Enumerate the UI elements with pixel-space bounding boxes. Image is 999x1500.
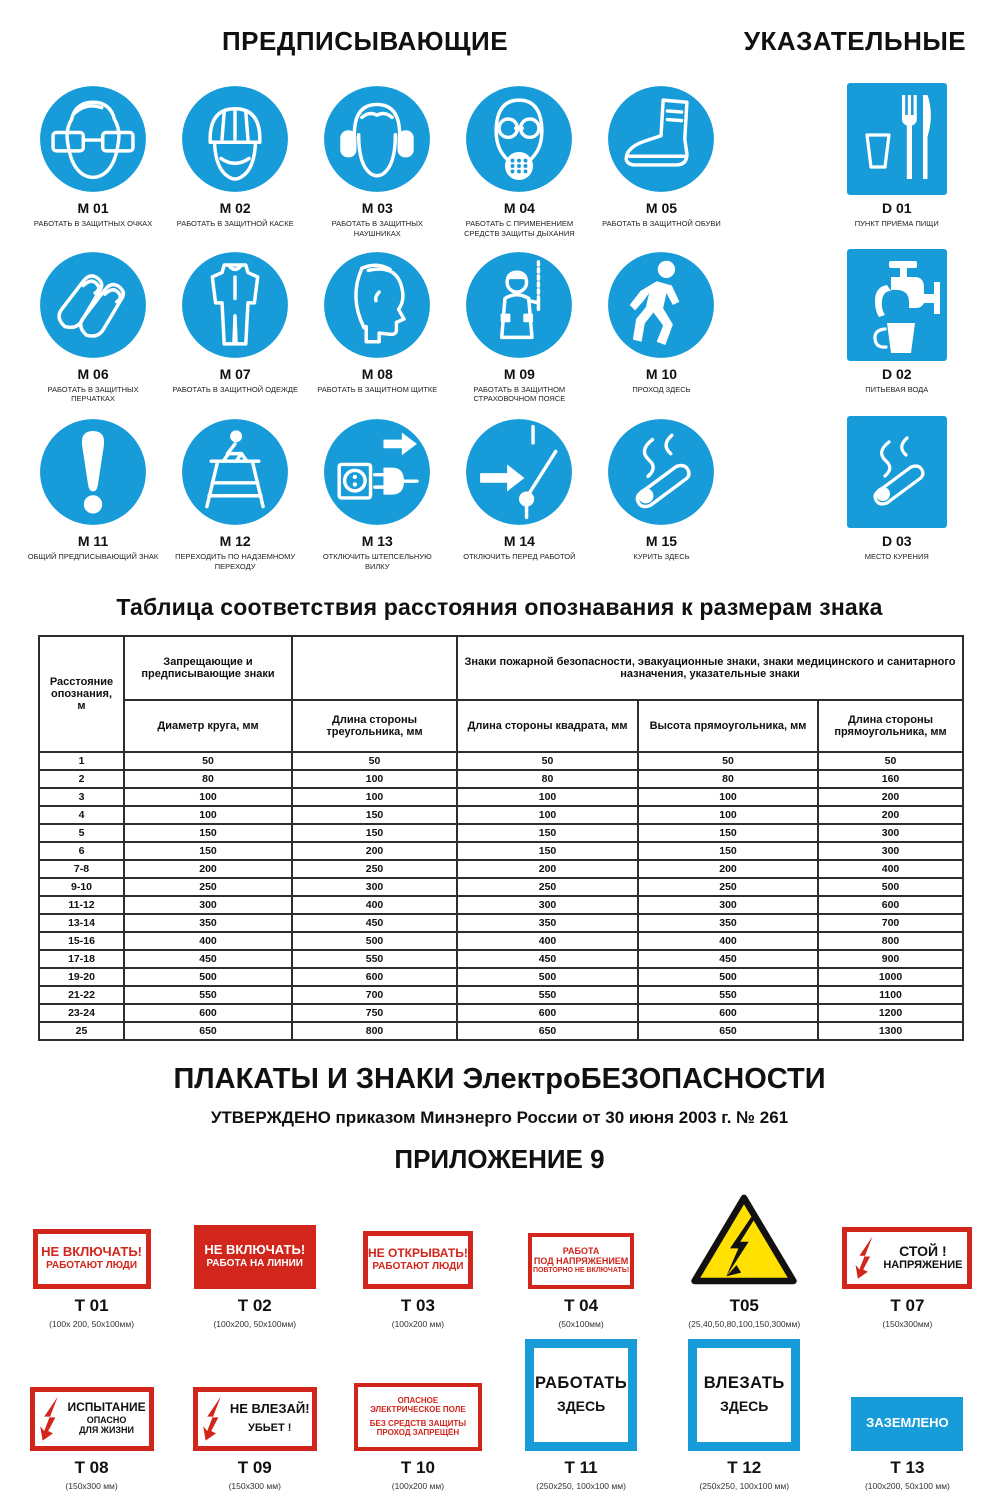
plate-t07	[826, 1187, 989, 1329]
distance-cell: 25	[39, 1022, 124, 1040]
signs-row-2	[0, 249, 999, 405]
grounded-plate	[851, 1397, 963, 1451]
size-cell: 400	[124, 932, 292, 950]
table-row	[39, 986, 963, 1004]
plate-code: Т 12	[727, 1457, 762, 1477]
size-cell: 700	[818, 914, 963, 932]
sign-code: M 03	[361, 200, 393, 216]
size-cell: 300	[818, 842, 963, 860]
size-cell: 450	[457, 950, 638, 968]
size-cell: 500	[457, 968, 638, 986]
sign-caption: ПИТЬЕВАЯ ВОДА	[865, 384, 929, 394]
plate-line: НЕ ОТКРЫВАТЬ!	[367, 1245, 468, 1260]
do-not-switch-on-line-plate	[194, 1225, 316, 1289]
plate-size: (50х100мм)	[558, 1318, 604, 1329]
plate-line: РАБОТАЮТ ЛЮДИ	[372, 1260, 464, 1272]
walk-here-icon	[607, 249, 715, 361]
sign-d03	[795, 416, 999, 562]
sign-code: M 11	[77, 533, 109, 549]
size-cell: 350	[638, 914, 818, 932]
electro-title: ПЛАКАТЫ И ЗНАКИ ЭлектроБЕЗОПАСНОСТИ	[173, 1062, 826, 1095]
size-cell: 100	[638, 806, 818, 824]
size-cell: 80	[638, 770, 818, 788]
distance-cell: 17-18	[39, 950, 124, 968]
safety-harness-icon	[465, 249, 573, 361]
sign-code: D 01	[881, 200, 912, 216]
size-table	[38, 635, 964, 1041]
distance-cell: 9-10	[39, 878, 124, 896]
size-cell: 250	[638, 878, 818, 896]
size-cell: 100	[457, 806, 638, 824]
plate-line: ЗДЕСЬ	[720, 1398, 769, 1415]
plate-line: РАБОТАЮТ ЛЮДИ	[46, 1260, 138, 1272]
table-row	[39, 896, 963, 914]
sign-caption: РАБОТАТЬ В ЗАЩИТНЫХ ОЧКАХ	[33, 219, 153, 228]
sign-caption: РАБОТАТЬ В ЗАЩИТНОЙ ОДЕЖДЕ	[172, 384, 298, 394]
size-cell: 750	[292, 1004, 457, 1022]
size-cell: 250	[457, 878, 638, 896]
size-cell: 100	[124, 806, 292, 824]
size-cell: 100	[638, 788, 818, 806]
size-cell: 200	[638, 860, 818, 878]
col-header-square: Длина стороны квадрата, мм	[457, 700, 638, 752]
plate-size: (25,40,50,80,100,150,300мм)	[688, 1318, 801, 1329]
size-cell: 650	[638, 1022, 818, 1040]
plate-size: (100х 200, 50х100мм)	[49, 1318, 135, 1329]
dangerous-electric-field-plate	[354, 1383, 482, 1451]
distance-cell: 6	[39, 842, 124, 860]
sign-m10	[590, 249, 732, 395]
sign-m11	[22, 416, 164, 562]
size-cell: 250	[292, 860, 457, 878]
plate-line: БЕЗ СРЕДСТВ ЗАЩИТЫ	[369, 1419, 467, 1428]
plate-t10	[336, 1333, 499, 1491]
plate-size: (100х200 мм)	[391, 1480, 445, 1491]
size-cell: 80	[457, 770, 638, 788]
sign-code: M 13	[361, 533, 393, 549]
distance-cell: 23-24	[39, 1004, 124, 1022]
sign-caption: РАБОТАТЬ В ЗАЩИТНОЙ КАСКЕ	[176, 219, 294, 228]
sign-code: M 15	[645, 533, 678, 549]
plate-code: Т 03	[400, 1295, 435, 1315]
size-cell: 150	[124, 842, 292, 860]
sign-code: M 01	[77, 200, 109, 216]
size-cell: 600	[818, 896, 963, 914]
size-cell: 150	[457, 824, 638, 842]
signs-row-3	[0, 416, 999, 572]
red-lightning-icon	[37, 1395, 61, 1443]
sign-code: M 07	[219, 365, 251, 382]
protective-gloves-icon	[39, 249, 147, 361]
respirator-icon	[465, 83, 573, 195]
size-cell: 400	[292, 896, 457, 914]
testing-danger-plate	[30, 1387, 154, 1451]
size-cell: 450	[292, 914, 457, 932]
group-header-empty	[292, 636, 457, 700]
col-header-rect-height: Высота прямоугольника, мм	[638, 700, 818, 752]
sign-caption: РАБОТАТЬ В ЗАЩИТНЫХ ПЕРЧАТКАХ	[47, 384, 139, 404]
sign-code: M 12	[219, 533, 251, 549]
electro-appendix: ПРИЛОЖЕНИЕ 9	[394, 1143, 605, 1174]
col-header-rect-side: Длина стороны прямоугольника, мм	[818, 700, 963, 752]
size-cell: 250	[124, 878, 292, 896]
plate-line: ОПАСНОЕ	[397, 1395, 439, 1405]
size-cell: 150	[124, 824, 292, 842]
plate-line: РАБОТА НА ЛИНИИ	[206, 1258, 303, 1270]
size-cell: 550	[292, 950, 457, 968]
safety-boot-icon	[607, 83, 715, 195]
col-header-circle: Диаметр круга, мм	[124, 700, 292, 752]
size-cell: 150	[457, 842, 638, 860]
plate-code: Т 04	[564, 1295, 599, 1315]
plate-line: РАБОТАТЬ	[534, 1374, 628, 1393]
plate-t12	[663, 1333, 826, 1491]
plate-line: СТОЙ !	[899, 1243, 947, 1260]
sign-caption: ОБЩИЙ ПРЕДПИСЫВАЮЩИЙ ЗНАК	[27, 552, 159, 561]
plate-code: Т 02	[237, 1295, 272, 1315]
unplug-icon	[323, 416, 431, 528]
sign-caption: ПЕРЕХОДИТЬ ПО НАДЗЕМНОМУ ПЕРЕХОДУ	[175, 552, 296, 571]
sign-caption: ПРОХОД ЗДЕСЬ	[632, 384, 691, 394]
sign-m08	[306, 249, 448, 395]
col-header-triangle: Длина стороны треугольника, мм	[292, 700, 457, 752]
size-cell: 650	[457, 1022, 638, 1040]
size-cell: 50	[124, 752, 292, 770]
plate-code: Т 08	[74, 1457, 109, 1477]
plate-line: РАБОТА	[562, 1246, 600, 1257]
ear-protection-icon	[323, 83, 431, 195]
plate-code: Т 07	[890, 1295, 925, 1315]
sign-d01	[795, 83, 999, 229]
size-cell: 200	[818, 806, 963, 824]
electro-row-2	[0, 1333, 999, 1491]
sign-m04	[448, 83, 590, 239]
distance-cell: 5	[39, 824, 124, 842]
plate-line: НЕ ВЛЕЗАЙ!	[229, 1401, 310, 1417]
table-row	[39, 1004, 963, 1022]
food-point-icon	[847, 83, 947, 195]
size-cell: 300	[818, 824, 963, 842]
size-cell: 350	[124, 914, 292, 932]
table-row	[39, 806, 963, 824]
disconnect-switch-icon	[465, 416, 573, 528]
plate-line: ВЛЕЗАТЬ	[703, 1374, 785, 1393]
plate-line: ЗАЗЕМЛЕНО	[866, 1415, 949, 1431]
plate-size: (250х250, 100х100 мм)	[536, 1480, 626, 1491]
electro-row-1	[0, 1187, 999, 1329]
plate-t02	[173, 1187, 336, 1329]
sign-code: M 04	[503, 200, 535, 216]
sign-m02	[164, 83, 306, 229]
size-cell: 400	[638, 932, 818, 950]
table-row	[39, 860, 963, 878]
safety-goggles-icon	[39, 83, 147, 195]
sign-m07	[164, 249, 306, 395]
group-header-prohibit: Запрещающие и предписывающие знаки	[124, 636, 292, 700]
plate-code: Т 10	[400, 1457, 435, 1477]
do-not-open-plate	[363, 1231, 473, 1289]
size-cell: 50	[818, 752, 963, 770]
sign-caption: ОТКЛЮЧИТЬ ШТЕПСЕЛЬНУЮ ВИЛКУ	[322, 552, 432, 571]
size-cell: 400	[818, 860, 963, 878]
red-lightning-icon	[852, 1235, 876, 1281]
size-cell: 500	[818, 878, 963, 896]
distance-cell: 4	[39, 806, 124, 824]
table-row	[39, 878, 963, 896]
distance-cell: 3	[39, 788, 124, 806]
plate-t13	[826, 1333, 989, 1491]
plate-line: УБЬЕТ !	[248, 1422, 292, 1435]
size-cell: 600	[638, 1004, 818, 1022]
size-cell: 550	[638, 986, 818, 1004]
plate-t11	[500, 1333, 663, 1491]
plate-line: ПОД НАПРЯЖЕНИЕМ	[533, 1256, 629, 1267]
exclamation-icon	[39, 416, 147, 528]
size-cell: 350	[457, 914, 638, 932]
size-cell: 1100	[818, 986, 963, 1004]
plate-code: Т 11	[564, 1457, 598, 1477]
plate-t01	[10, 1187, 173, 1329]
size-cell: 800	[818, 932, 963, 950]
distance-cell: 1	[39, 752, 124, 770]
sign-code: M 09	[503, 365, 535, 382]
smoking-place-icon	[847, 416, 947, 528]
size-cell: 500	[124, 968, 292, 986]
size-cell: 50	[457, 752, 638, 770]
size-cell: 1200	[818, 1004, 963, 1022]
distance-cell: 11-12	[39, 896, 124, 914]
plate-line: ЭЛЕКТРИЧЕСКОЕ ПОЛЕ	[370, 1404, 466, 1414]
distance-cell: 2	[39, 770, 124, 788]
size-cell: 450	[124, 950, 292, 968]
plate-line: ОПАСНО	[86, 1415, 127, 1426]
size-cell: 300	[124, 896, 292, 914]
size-cell: 50	[292, 752, 457, 770]
plate-t08	[10, 1333, 173, 1491]
sign-caption: РАБОТАТЬ В ЗАЩИТНОМ СТРАХОВОЧНОМ ПОЯСЕ	[473, 384, 566, 404]
size-cell: 200	[818, 788, 963, 806]
size-cell: 300	[292, 878, 457, 896]
signs-row-1	[0, 83, 999, 239]
sign-caption: ПУНКТ ПРИЁМА ПИЩИ	[854, 219, 939, 228]
size-cell: 200	[457, 860, 638, 878]
size-cell: 200	[124, 860, 292, 878]
size-cell: 1000	[818, 968, 963, 986]
size-cell: 600	[457, 1004, 638, 1022]
sign-caption: ОТКЛЮЧИТЬ ПЕРЕД РАБОТОЙ	[463, 552, 576, 561]
plate-size: (150х300мм)	[882, 1318, 933, 1329]
sign-caption: РАБОТАТЬ В ЗАЩИТНОМ ЩИТКЕ	[317, 384, 438, 394]
size-cell: 550	[124, 986, 292, 1004]
plate-line: ИСПЫТАНИЕ	[67, 1400, 146, 1415]
size-cell: 650	[124, 1022, 292, 1040]
table-row	[39, 968, 963, 986]
overpass-crossing-icon	[181, 416, 289, 528]
section-title-indicative: УКАЗАТЕЛЬНЫЕ	[743, 26, 967, 56]
col-header-distance: Расстояние опознания, м	[39, 636, 124, 752]
do-not-climb-plate	[193, 1387, 317, 1451]
stop-voltage-plate	[842, 1227, 972, 1289]
climb-here-plate	[688, 1339, 800, 1451]
sign-m09	[448, 249, 590, 405]
plate-line: НЕ ВКЛЮЧАТЬ!	[204, 1242, 306, 1258]
sign-caption: РАБОТАТЬ С ПРИМЕНЕНИЕМ СРЕДСТВ ЗАЩИТЫ ДЫХАНИЯ	[464, 219, 575, 238]
size-table-title: Таблица соответствия расстояния опознавания к размерам знака	[116, 593, 883, 620]
size-cell: 600	[124, 1004, 292, 1022]
size-cell: 200	[292, 842, 457, 860]
plate-t04	[500, 1187, 663, 1329]
size-cell: 450	[638, 950, 818, 968]
hard-hat-icon	[181, 83, 289, 195]
sign-m03	[306, 83, 448, 239]
group-header-fire: Знаки пожарной безопасности, эвакуационные знаки, знаки медицинского и санитарного назначения, указательные знаки	[457, 636, 963, 700]
size-cell: 1300	[818, 1022, 963, 1040]
sign-caption: МЕСТО КУРЕНИЯ	[864, 552, 929, 561]
plate-line: ПОВТОРНО НЕ ВКЛЮЧАТЬ!	[532, 1266, 630, 1274]
sign-m15	[590, 416, 732, 562]
distance-cell: 15-16	[39, 932, 124, 950]
sign-code: M 05	[645, 200, 678, 216]
sign-m06	[22, 249, 164, 405]
size-cell: 800	[292, 1022, 457, 1040]
electro-subtitle: УТВЕРЖДЕНО приказом Минэнерго России от 30 июня 2003 г. № 261	[210, 1107, 789, 1127]
plate-line: НЕ ВКЛЮЧАТЬ!	[41, 1244, 142, 1260]
size-cell: 150	[638, 824, 818, 842]
plate-size: (100х200, 50х100 мм)	[864, 1480, 950, 1491]
table-row	[39, 914, 963, 932]
plate-size: (100х200, 50х100мм)	[213, 1318, 297, 1329]
sign-m05	[590, 83, 732, 229]
size-cell: 700	[292, 986, 457, 1004]
size-cell: 300	[457, 896, 638, 914]
plate-t09	[173, 1333, 336, 1491]
size-cell: 150	[638, 842, 818, 860]
plate-line: ЗДЕСЬ	[556, 1398, 606, 1415]
sign-code: M 08	[361, 365, 393, 382]
sign-m14	[448, 416, 590, 562]
size-cell: 550	[457, 986, 638, 1004]
size-cell: 100	[124, 788, 292, 806]
red-lightning-icon	[200, 1395, 224, 1443]
table-row	[39, 1022, 963, 1040]
size-cell: 50	[638, 752, 818, 770]
size-cell: 500	[292, 932, 457, 950]
sign-d02	[795, 249, 999, 395]
size-table-body	[39, 752, 963, 1040]
sign-m12	[164, 416, 306, 572]
work-under-voltage-plate	[528, 1233, 634, 1289]
table-row	[39, 932, 963, 950]
plate-size: (250х250, 100х100 мм)	[699, 1480, 790, 1491]
table-row	[39, 752, 963, 770]
work-here-plate	[525, 1339, 637, 1451]
smoke-here-icon	[607, 416, 715, 528]
sign-code: M 02	[219, 200, 251, 216]
distance-cell: 19-20	[39, 968, 124, 986]
plate-size: (150х300 мм)	[65, 1480, 118, 1491]
plate-t03	[336, 1187, 499, 1329]
sign-code: M 14	[503, 533, 535, 549]
table-row	[39, 788, 963, 806]
size-cell: 100	[292, 770, 457, 788]
table-row	[39, 842, 963, 860]
plate-line: ПРОХОД ЗАПРЕЩЁН	[376, 1428, 460, 1438]
distance-cell: 21-22	[39, 986, 124, 1004]
sign-caption: КУРИТЬ ЗДЕСЬ	[633, 552, 690, 561]
plate-code: Т 09	[237, 1457, 272, 1477]
size-cell: 150	[292, 806, 457, 824]
sign-caption: РАБОТАТЬ В ЗАЩИТНОЙ ОБУВИ	[602, 219, 721, 228]
sign-m13	[306, 416, 448, 572]
size-cell: 80	[124, 770, 292, 788]
size-cell: 160	[818, 770, 963, 788]
sign-code: M 06	[77, 365, 109, 382]
plate-code: Т 13	[890, 1457, 925, 1477]
plate-size: (100х200 мм)	[391, 1318, 445, 1329]
size-cell: 500	[638, 968, 818, 986]
section-title-mandatory: ПРЕДПИСЫВАЮЩИЕ	[221, 26, 509, 56]
table-row	[39, 770, 963, 788]
size-cell: 100	[457, 788, 638, 806]
plate-line: НАПРЯЖЕНИЕ	[883, 1259, 963, 1272]
face-shield-icon	[323, 249, 431, 361]
plate-size: (150х300 мм)	[228, 1480, 281, 1491]
sign-code: D 02	[881, 365, 912, 382]
table-row	[39, 950, 963, 968]
protective-clothing-icon	[181, 249, 289, 361]
size-cell: 100	[292, 788, 457, 806]
sign-code: M 10	[645, 365, 678, 382]
plate-code: Т05	[729, 1295, 759, 1315]
distance-cell: 7-8	[39, 860, 124, 878]
distance-cell: 13-14	[39, 914, 124, 932]
do-not-switch-on-plate	[33, 1229, 151, 1289]
high-voltage-triangle-icon	[688, 1187, 800, 1289]
sign-m01	[22, 83, 164, 229]
size-cell: 150	[292, 824, 457, 842]
size-cell: 600	[292, 968, 457, 986]
sign-code: D 03	[881, 533, 912, 549]
top-headers	[0, 0, 999, 57]
size-cell: 900	[818, 950, 963, 968]
sign-caption: РАБОТАТЬ В ЗАЩИТНЫХ НАУШНИКАХ	[331, 219, 423, 238]
plate-t05	[663, 1187, 826, 1329]
drinking-water-icon	[847, 249, 947, 361]
size-cell: 300	[638, 896, 818, 914]
plate-code: Т 01	[74, 1295, 109, 1315]
table-row	[39, 824, 963, 842]
plate-line: ДЛЯ ЖИЗНИ	[79, 1425, 135, 1436]
size-cell: 400	[457, 932, 638, 950]
